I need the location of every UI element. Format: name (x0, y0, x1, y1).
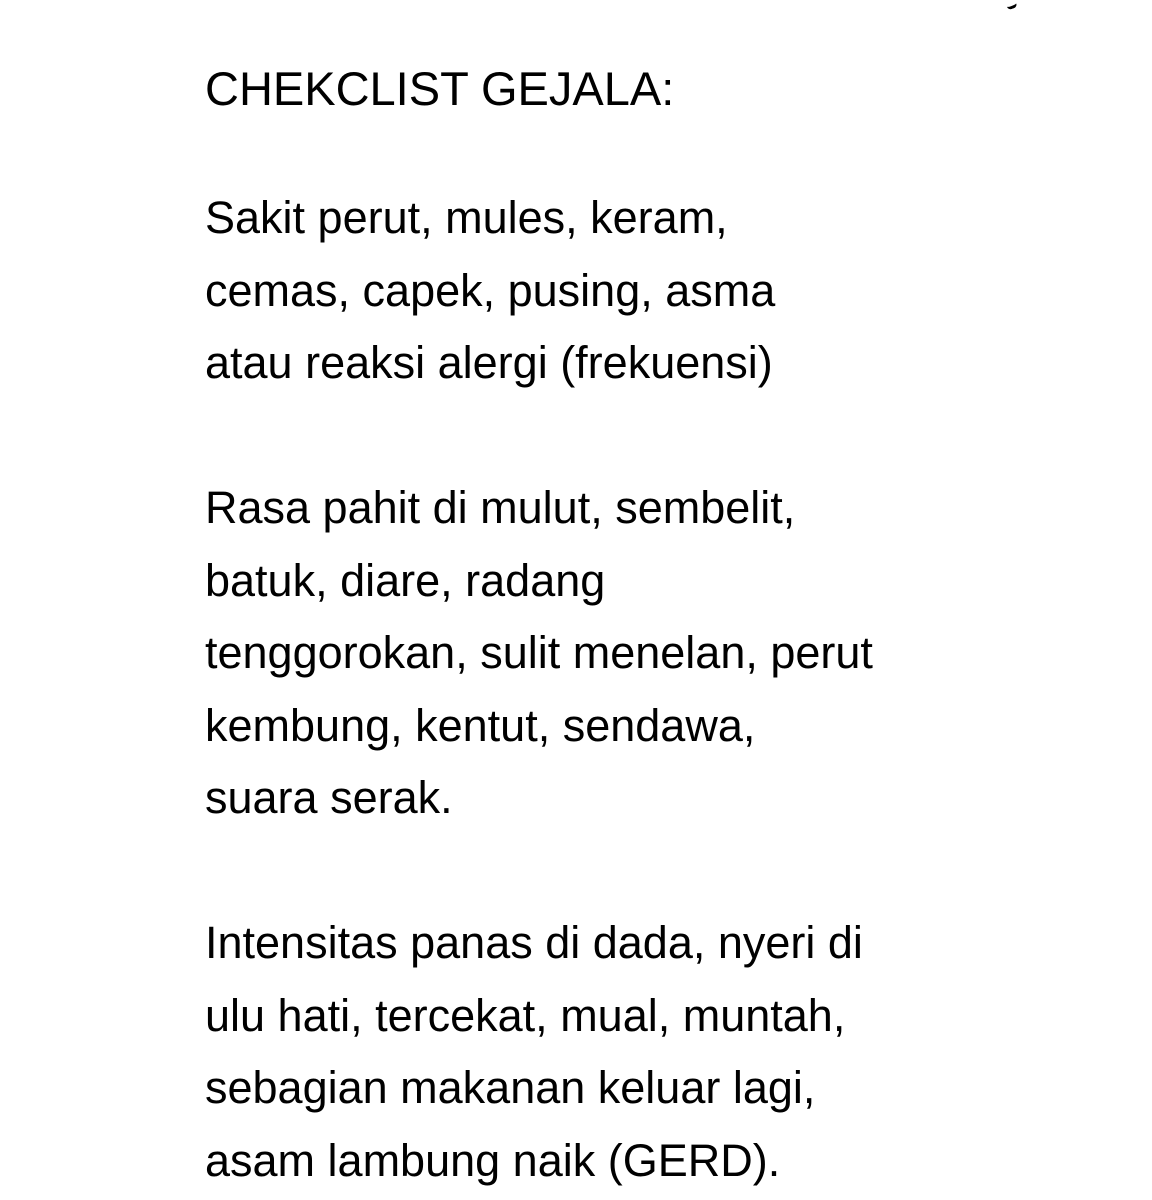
paragraph-line: kembung, kentut, sendawa, (205, 699, 756, 751)
paragraph-line: Intensitas panas di dada, nyeri di (205, 917, 863, 968)
paragraph-line: atau reaksi alergi (frekuensi) (205, 337, 773, 388)
paragraph-line: sebagian makanan keluar lagi, (205, 1062, 816, 1113)
symptom-paragraph-2 (205, 472, 873, 835)
symptom-paragraph-3 (205, 907, 863, 1197)
paragraph-line: ulu hati, tercekat, mual, muntah, (205, 989, 846, 1041)
cropped-glyph-mark (1004, 0, 1017, 10)
symptom-paragraph-1 (205, 182, 775, 400)
paragraph-line: asam lambung naik (GERD). (205, 1134, 781, 1186)
paragraph-line: cemas, capek, pusing, asma (205, 264, 776, 316)
paragraph-line: suara serak. (205, 772, 453, 823)
paragraph-line: batuk, diare, radang (205, 554, 606, 606)
page-title: CHEKCLIST GEJALA: (205, 62, 675, 115)
paragraph-line: Sakit perut, mules, keram, (205, 192, 728, 243)
paragraph-line: Rasa pahit di mulut, sembelit, (205, 482, 796, 533)
paragraph-line: tenggorokan, sulit menelan, perut (205, 627, 873, 678)
